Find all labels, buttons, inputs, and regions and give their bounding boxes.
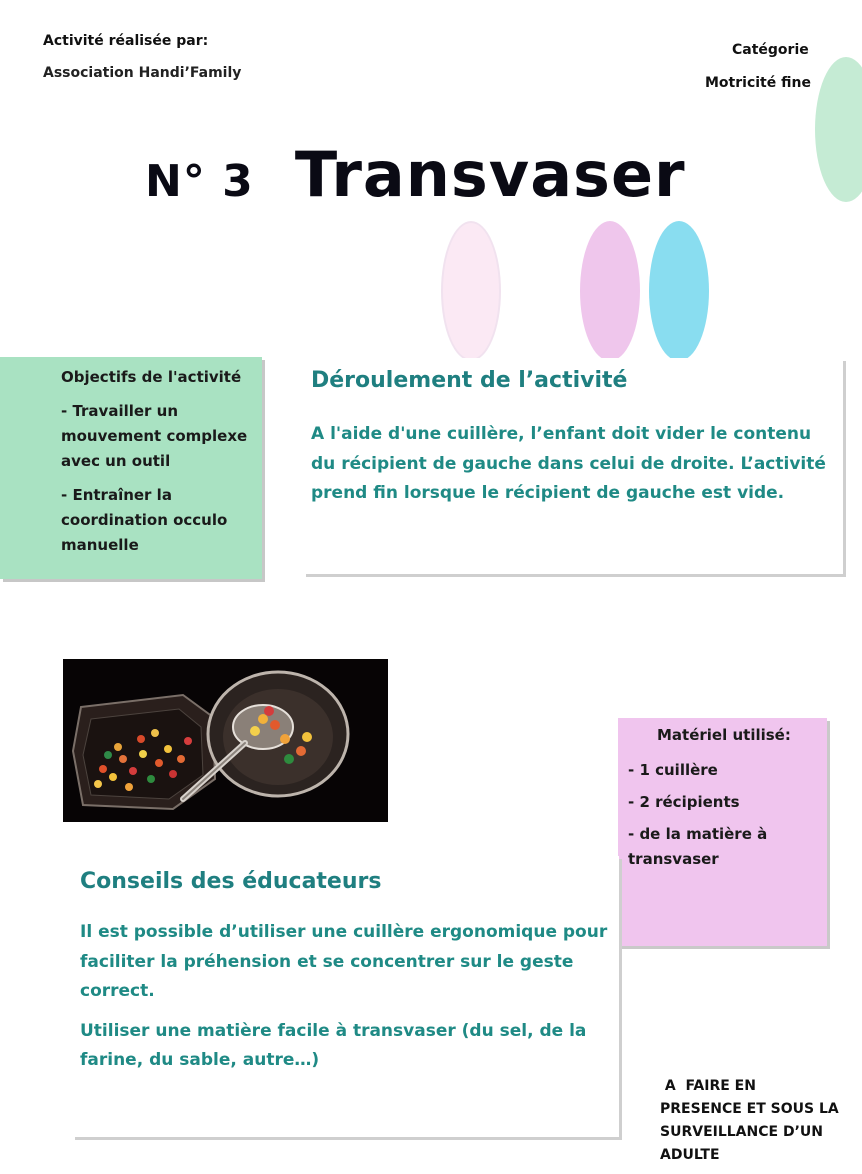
- category-value: Motricité fine: [705, 75, 811, 91]
- activity-photo-illustration: [63, 659, 388, 822]
- credit-label: Activité réalisée par:: [43, 33, 209, 49]
- objective-item: - Entraîner la coordination occulo manuelle: [61, 486, 228, 554]
- procedure-box: [303, 358, 843, 574]
- decorative-oval-light-pink: [441, 221, 501, 361]
- procedure-text: A l'aide d'une cuillère, l’enfant doit vider le contenu du récipient de gauche dans celui de droite. L’activité prend fin lorsque le récipient de gauche est vide.: [311, 424, 826, 503]
- supervision-warning: A FAIRE EN PRESENCE ET SOUS LA SURVEILLANCE D’UN ADULTE: [660, 1078, 844, 1163]
- activity-name: Transvaser: [294, 138, 686, 211]
- objective-item: - Travailler un mouvement complexe avec un outil: [61, 402, 248, 470]
- material-item: - 1 cuillère: [628, 761, 718, 779]
- advice-box: [72, 856, 619, 1137]
- credit-name: Association Handi’Family: [43, 65, 242, 81]
- procedure-heading: Déroulement de l’activité: [311, 368, 628, 393]
- activity-number: N° 3: [145, 156, 254, 207]
- objectives-box: [0, 357, 262, 579]
- materials-box: [618, 718, 827, 946]
- advice-heading: Conseils des éducateurs: [80, 869, 382, 894]
- activity-photo: [63, 659, 388, 822]
- decorative-oval-pink: [580, 221, 640, 361]
- page-title: [145, 138, 686, 211]
- decorative-oval-green: [815, 57, 862, 202]
- objectives-heading: Objectifs de l'activité: [61, 368, 242, 386]
- decorative-oval-blue: [649, 221, 709, 361]
- category-label: Catégorie: [732, 42, 809, 58]
- material-item: - 2 récipients: [628, 793, 740, 811]
- material-item: - de la matière à transvaser: [628, 825, 768, 868]
- advice-paragraph: Il est possible d’utiliser une cuillère ergonomique pour faciliter la préhension et se concentrer sur le geste correct.: [80, 922, 608, 1001]
- advice-paragraph: Utiliser une matière facile à transvaser (du sel, de la farine, du sable, autre…): [80, 1020, 587, 1070]
- materials-heading: Matériel utilisé:: [657, 726, 791, 744]
